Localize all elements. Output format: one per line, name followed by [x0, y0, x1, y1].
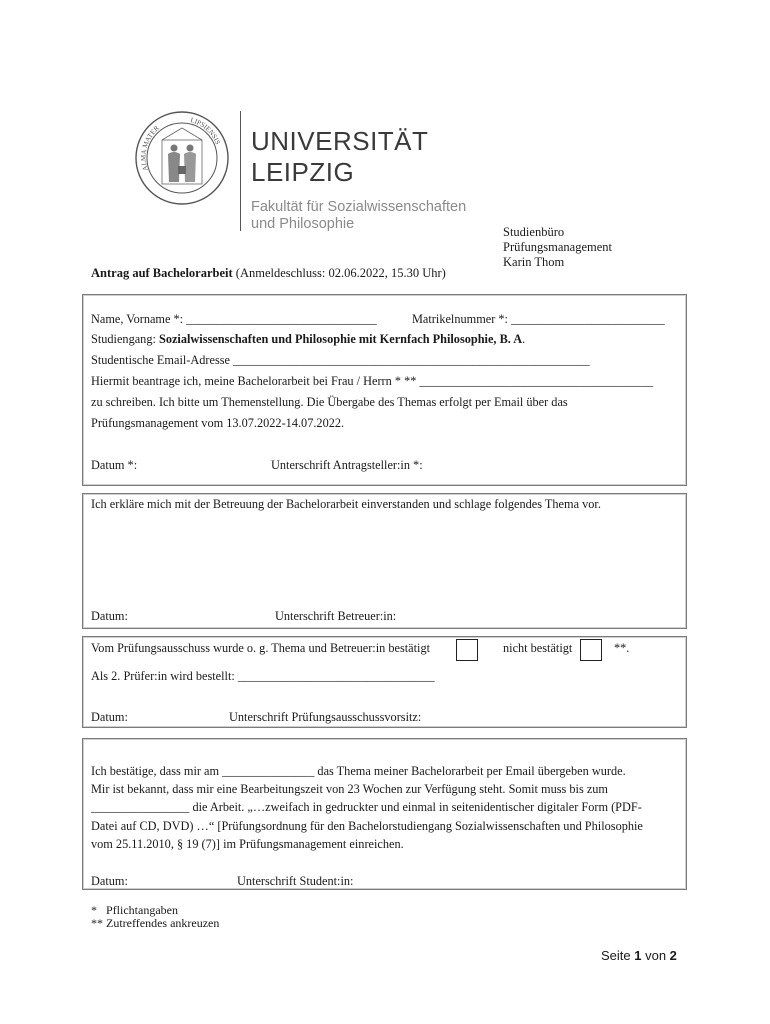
form-title-bold: Antrag auf Bachelorarbeit: [91, 266, 233, 280]
office-line-2: Prüfungsmanagement: [503, 240, 613, 254]
committee-signature-label[interactable]: Unterschrift Prüfungsausschussvorsitz:: [229, 710, 422, 724]
studiengang-end: .: [522, 332, 526, 346]
request-text-line: zu schreiben. Ich bitte um Themenstellung. Die Übergabe des Themas erfolgt per Email über das: [91, 395, 568, 409]
university-seal-icon: [134, 110, 230, 206]
supervisor-date-label[interactable]: Datum:: [91, 609, 128, 623]
office-line-3: Karin Thom: [503, 255, 565, 269]
second-examiner-field[interactable]: Als 2. Prüfer:in wird bestellt: ________________________________: [91, 669, 435, 683]
confirmation-line-3: ________________ die Arbeit. „…zweifach in gedruckter und einmal in seitenidentischer digitaler Form (PDF-: [91, 800, 642, 814]
studiengang-value: Sozialwissenschaften und Philosophie mit Kernfach Philosophie, B. A: [158, 332, 523, 346]
confirmation-line-4: Datei auf CD, DVD) …“ [Prüfungsordnung für den Bachelorstudiengang Sozialwissenschaften und Philosophie: [91, 819, 643, 833]
page-prefix: Seite: [601, 948, 635, 963]
supervisor-signature-label[interactable]: Unterschrift Betreuer:in:: [275, 609, 397, 623]
footnote-tick: ** Zutreffendes ankreuzen: [91, 916, 220, 930]
page-current: 1: [634, 948, 642, 963]
not-confirmed-checkbox[interactable]: [580, 639, 602, 661]
name-field-label[interactable]: Name, Vorname *: _______________________________: [91, 312, 377, 326]
university-name-line2: LEIPZIG: [251, 157, 355, 187]
email-field-label[interactable]: Studentische Email-Adresse __________________________________________________________: [91, 353, 590, 367]
supervisor-statement: Ich erkläre mich mit der Betreuung der Bachelorarbeit einverstanden und schlage folgendes Thema vor.: [91, 497, 601, 511]
svg-text:ALMA MATER: [140, 124, 161, 172]
page-middle: von: [641, 948, 670, 963]
applicant-signature-label[interactable]: Unterschrift Antragsteller:in *:: [271, 458, 423, 472]
footnote-required: * Pflichtangaben: [91, 903, 178, 917]
university-name-line1: UNIVERSITÄT: [251, 126, 429, 156]
svg-text:LIPSIENSIS: [189, 116, 221, 146]
faculty-name-line1: Fakultät für Sozialwissenschaften: [251, 199, 467, 215]
confirmation-line-5: vom 25.11.2010, § 19 (7)] im Prüfungsmanagement einreichen.: [91, 837, 404, 851]
student-date-label[interactable]: Datum:: [91, 874, 128, 888]
seal-text-right: LIPSIENSIS: [189, 116, 222, 146]
form-title-deadline: (Anmeldeschluss: 02.06.2022, 15.30 Uhr): [232, 266, 446, 280]
form-title: [91, 266, 446, 281]
footnotes: [91, 904, 219, 930]
confirmation-line-1: Ich bestätige, dass mir am _______________ das Thema meiner Bachelorarbeit per Email übergeben wurde.: [91, 764, 626, 778]
committee-confirmed-label: Vom Prüfungsausschuss wurde o. g. Thema und Betreuer:in bestätigt: [91, 641, 431, 655]
supervisor-request-line[interactable]: Hiermit beantrage ich, meine Bachelorarbeit bei Frau / Herrn * ** ______________________________________: [91, 374, 654, 388]
applicant-date-label[interactable]: Datum *:: [91, 458, 138, 472]
logo-divider: [240, 111, 241, 231]
committee-not-confirmed-label: nicht bestätigt: [503, 641, 573, 655]
committee-date-label[interactable]: Datum:: [91, 710, 128, 724]
committee-footnote-marker: **.: [614, 641, 630, 655]
studiengang-label: Studiengang:: [91, 332, 159, 346]
student-signature-label[interactable]: Unterschrift Student:in:: [237, 874, 354, 888]
page-total: 2: [669, 948, 677, 963]
office-address: [503, 225, 612, 270]
exam-management-line: Prüfungsmanagement vom 13.07.2022-14.07.2022.: [91, 416, 345, 430]
matrikel-field-label[interactable]: Matrikelnummer *: _________________________: [412, 312, 665, 326]
confirmed-checkbox[interactable]: [456, 639, 478, 661]
office-line-1: Studienbüro: [503, 225, 565, 239]
studiengang-line: [91, 332, 525, 347]
seal-text-left: ALMA MATER: [139, 124, 161, 172]
confirmation-line-2: Mir ist bekannt, dass mir eine Bearbeitungszeit von 23 Wochen zur Verfügung steht. Somit muss bis zum: [91, 782, 608, 796]
page-number: [601, 948, 677, 963]
faculty-name-line2: und Philosophie: [251, 216, 355, 232]
